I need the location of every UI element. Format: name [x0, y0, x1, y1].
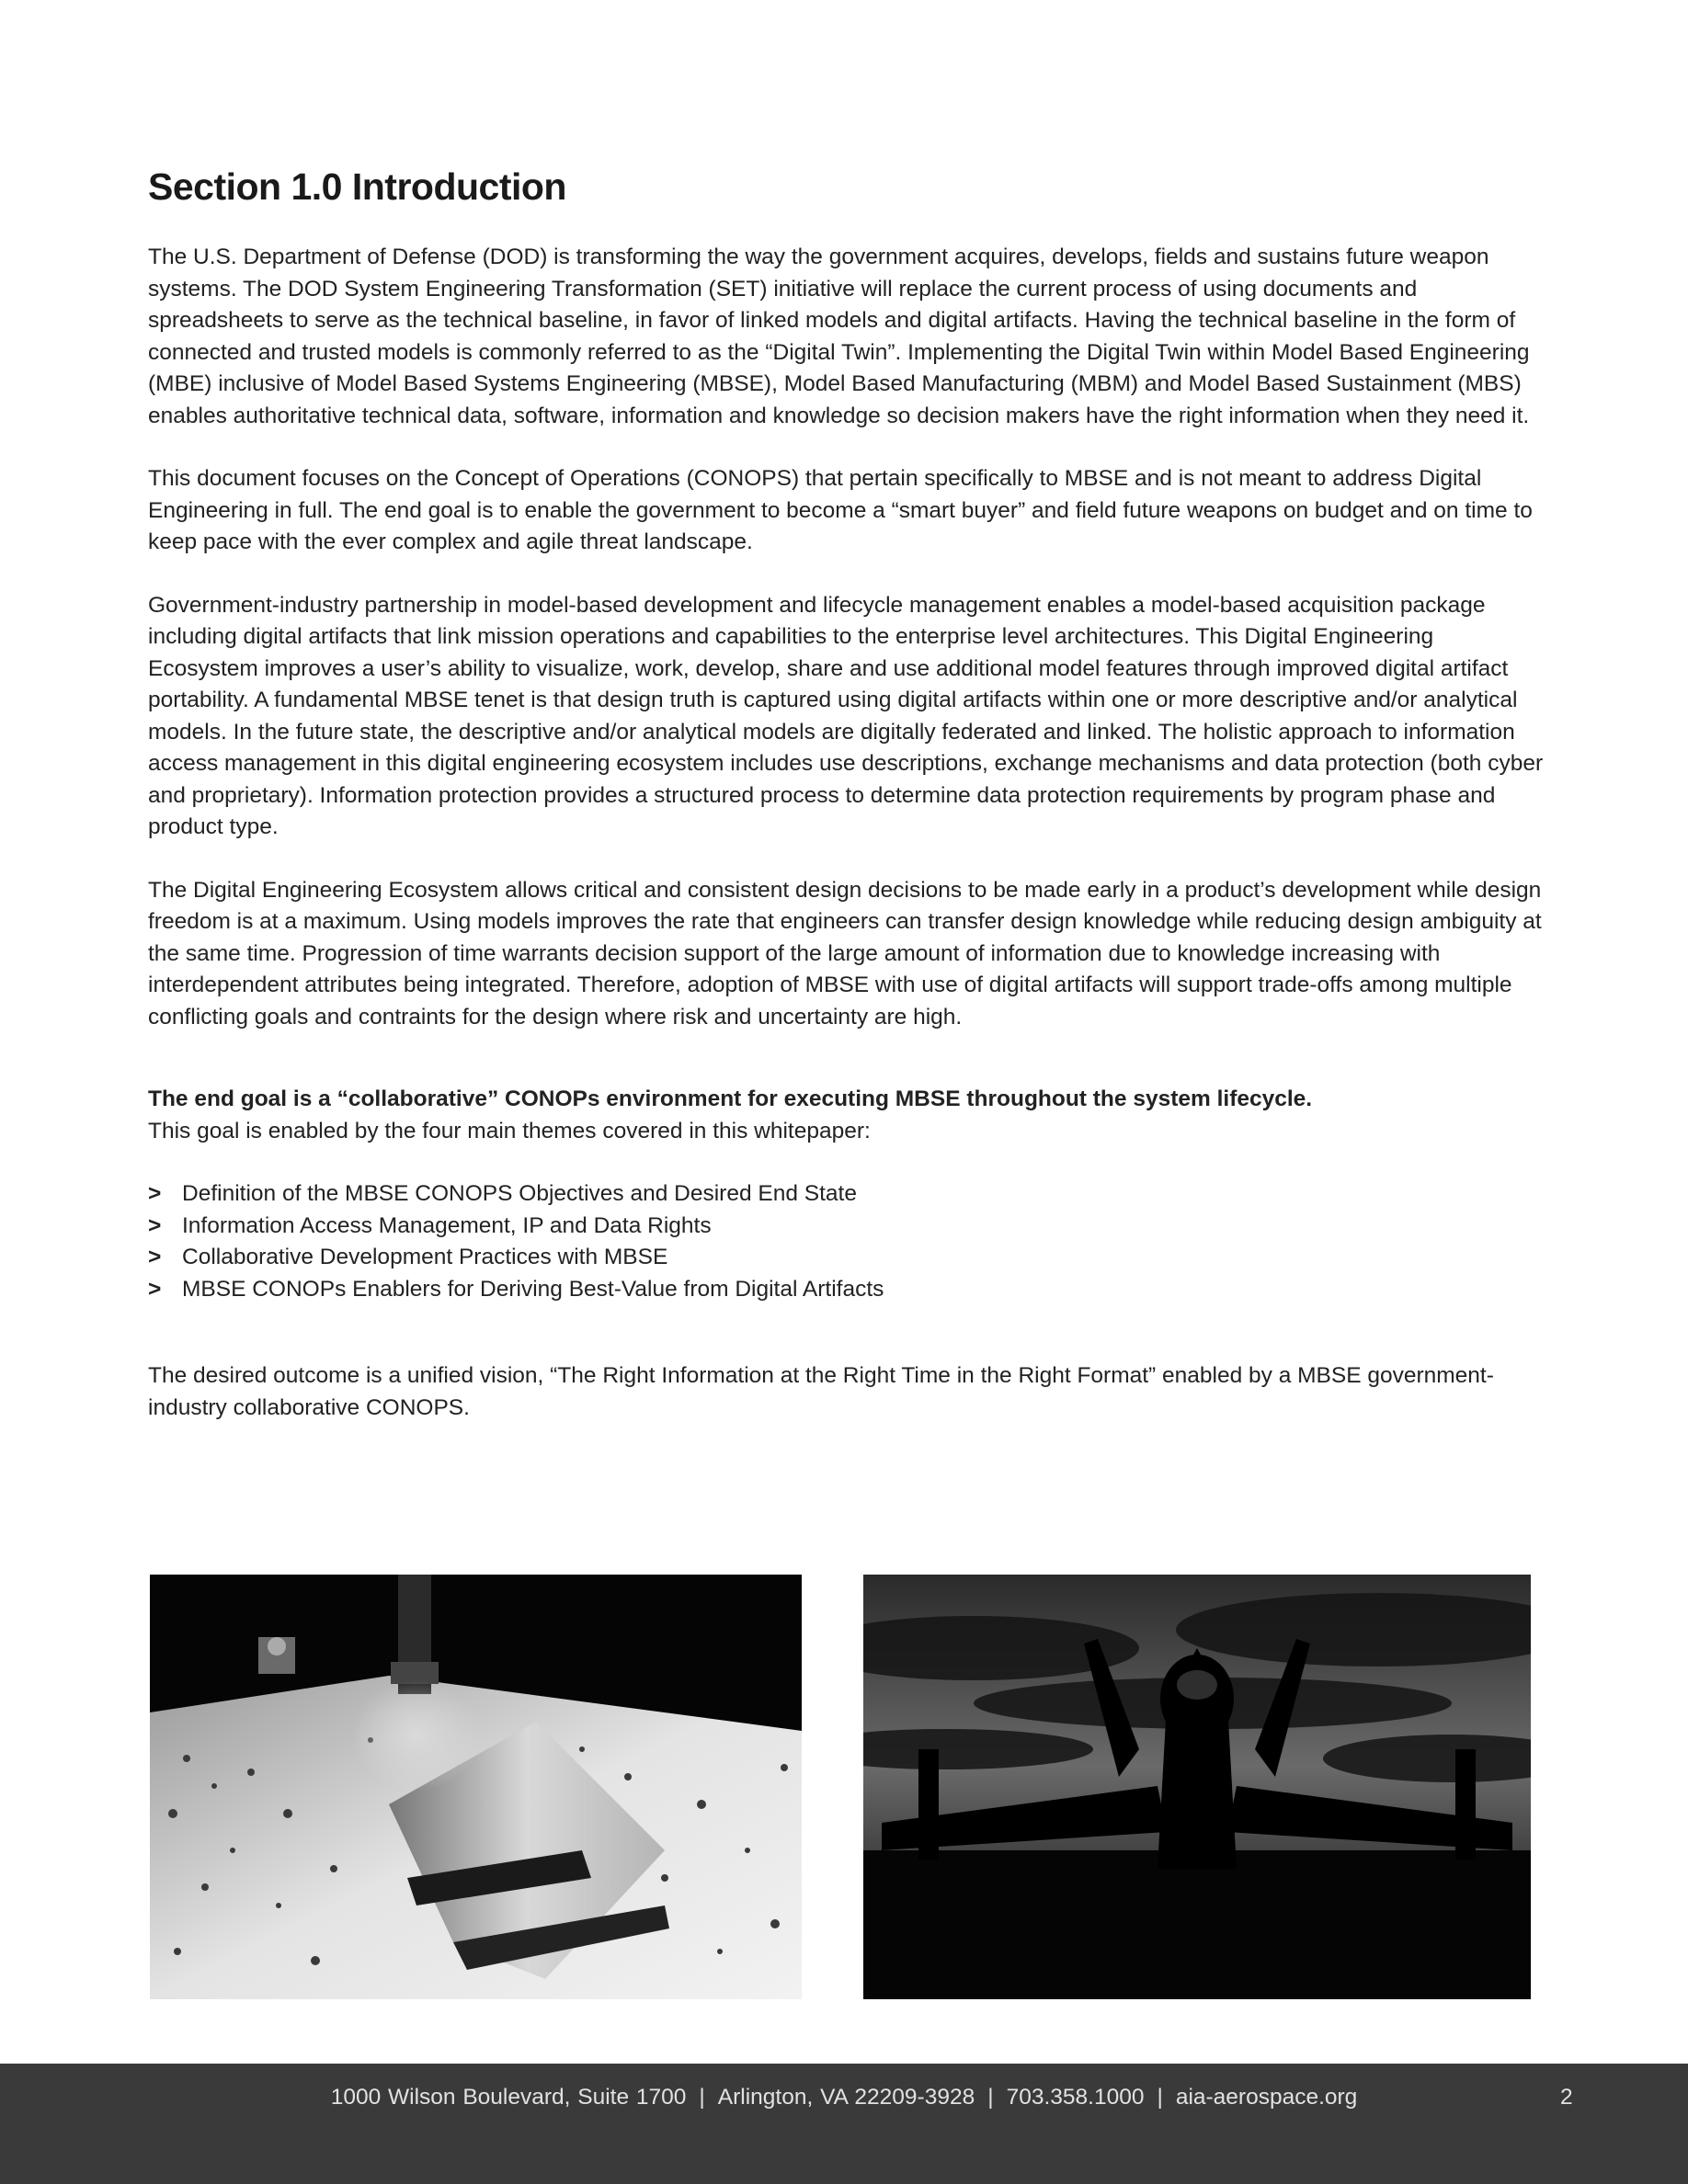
list-item — [148, 1242, 1545, 1274]
intro-paragraph-1: The U.S. Department of Defense (DOD) is transforming the way the government acquires, develops, fields and sustains future weapon systems. The DOD System Engineering Transformation (SET) initiative will replace the current process of using documents and spreadsheets to serve as the technical baseline, in favor of linked models and digital artifacts. Having the technical baseline in the form of connected and trusted models is commonly referred to as the “Digital Twin”. Implementing the Digital Twin within Model Based Engineering (MBE) inclusive of Model Based Systems Engineering (MBSE), Model Based Manufacturing (MBM) and Model Based Sustainment (MBS) enables authoritative technical data, software, information and knowledge so decision makers have the right information when they need it. — [148, 245, 1530, 428]
aircraft-photo — [863, 1575, 1531, 1999]
theme-text: MBSE CONOPs Enablers for Deriving Best-Value from Digital Artifacts — [182, 1276, 884, 1302]
goal-block — [148, 1084, 1545, 1147]
page-number: 2 — [1560, 2085, 1573, 2110]
footer-phone: 703.358.1000 — [1006, 2085, 1145, 2110]
machining-photo — [150, 1575, 802, 1999]
list-item — [148, 1211, 1545, 1243]
goal-followup: This goal is enabled by the four main themes covered in this whitepaper: — [148, 1118, 871, 1143]
footer-separator: | — [1157, 2085, 1163, 2110]
footer-contact-line — [0, 2085, 1688, 2110]
list-item — [148, 1274, 1545, 1306]
theme-text: Information Access Management, IP and Data Rights — [182, 1212, 712, 1238]
document-page — [148, 165, 1545, 1455]
page-footer — [0, 2064, 1688, 2184]
footer-separator: | — [699, 2085, 705, 2110]
photo-row — [150, 1575, 1531, 1999]
intro-paragraph-4: The Digital Engineering Ecosystem allows critical and consistent design decisions to be made early in a product’s development while design freedom is at a maximum. Using models improves the rate that engineers can transfer design knowledge while reducing design ambiguity at the same time. Progression of time warrants decision support of the large amount of information due to knowledge increasing with interdependent attributes being integrated. Therefore, adoption of MBSE with use of digital artifacts will support trade-offs among multiple conflicting goals and contraints for the design where risk and uncertainty are high. — [148, 877, 1542, 1029]
chevron-right-icon: > — [148, 1245, 162, 1269]
footer-city: Arlington, VA 22209-3928 — [717, 2085, 975, 2110]
footer-website-link[interactable]: aia-aerospace.org — [1175, 2085, 1358, 2110]
theme-text: Definition of the MBSE CONOPS Objectives and Desired End State — [182, 1181, 857, 1206]
chevron-right-icon: > — [148, 1276, 162, 1302]
intro-paragraph-3: Government-industry partnership in model-based development and lifecycle management enables a model-based acquisition package including digital artifacts that link mission operations and capabilities to the enterprise level architectures. This Digital Engineering Ecosystem improves a user’s ability to visualize, work, develop, share and use additional model features through improved digital artifact portability. A fundamental MBSE tenet is that design truth is captured using digital artifacts within one or more descriptive and/or analytical models. In the future state, the descriptive and/or analytical models are digitally federated and linked. The holistic approach to information access management in this digital engineering ecosystem includes use descriptions, exchange mechanisms and data protection (both cyber and proprietary). Information protection provides a structured process to determine data protection requirements by program phase and product type. — [148, 592, 1544, 839]
chevron-right-icon: > — [148, 1181, 162, 1206]
machining-illustration — [150, 1575, 802, 1999]
themes-list — [148, 1178, 1545, 1305]
footer-address: 1000 Wilson Boulevard, Suite 1700 — [330, 2085, 687, 2110]
aircraft-illustration — [863, 1575, 1531, 1999]
list-item — [148, 1178, 1545, 1211]
footer-separator: | — [987, 2085, 994, 2110]
intro-paragraph-2: This document focuses on the Concept of Operations (CONOPS) that pertain specifically to MBSE and is not meant to address Digital Engineering in full. The end goal is to enable the government to become a “smart buyer” and field future weapons on budget and on time to keep pace with the ever complex and agile threat landscape. — [148, 466, 1533, 554]
theme-text: Collaborative Development Practices with MBSE — [182, 1245, 668, 1269]
chevron-right-icon: > — [148, 1212, 162, 1238]
section-title: Section 1.0 Introduction — [148, 165, 566, 208]
outcome-paragraph: The desired outcome is a unified vision, “The Right Information at the Right Time in the Right Format” enabled by a MBSE government-industry collaborative CONOPS. — [148, 1363, 1494, 1420]
goal-statement: The end goal is a “collaborative” CONOPs environment for executing MBSE throughout the system lifecycle. — [148, 1086, 1313, 1111]
